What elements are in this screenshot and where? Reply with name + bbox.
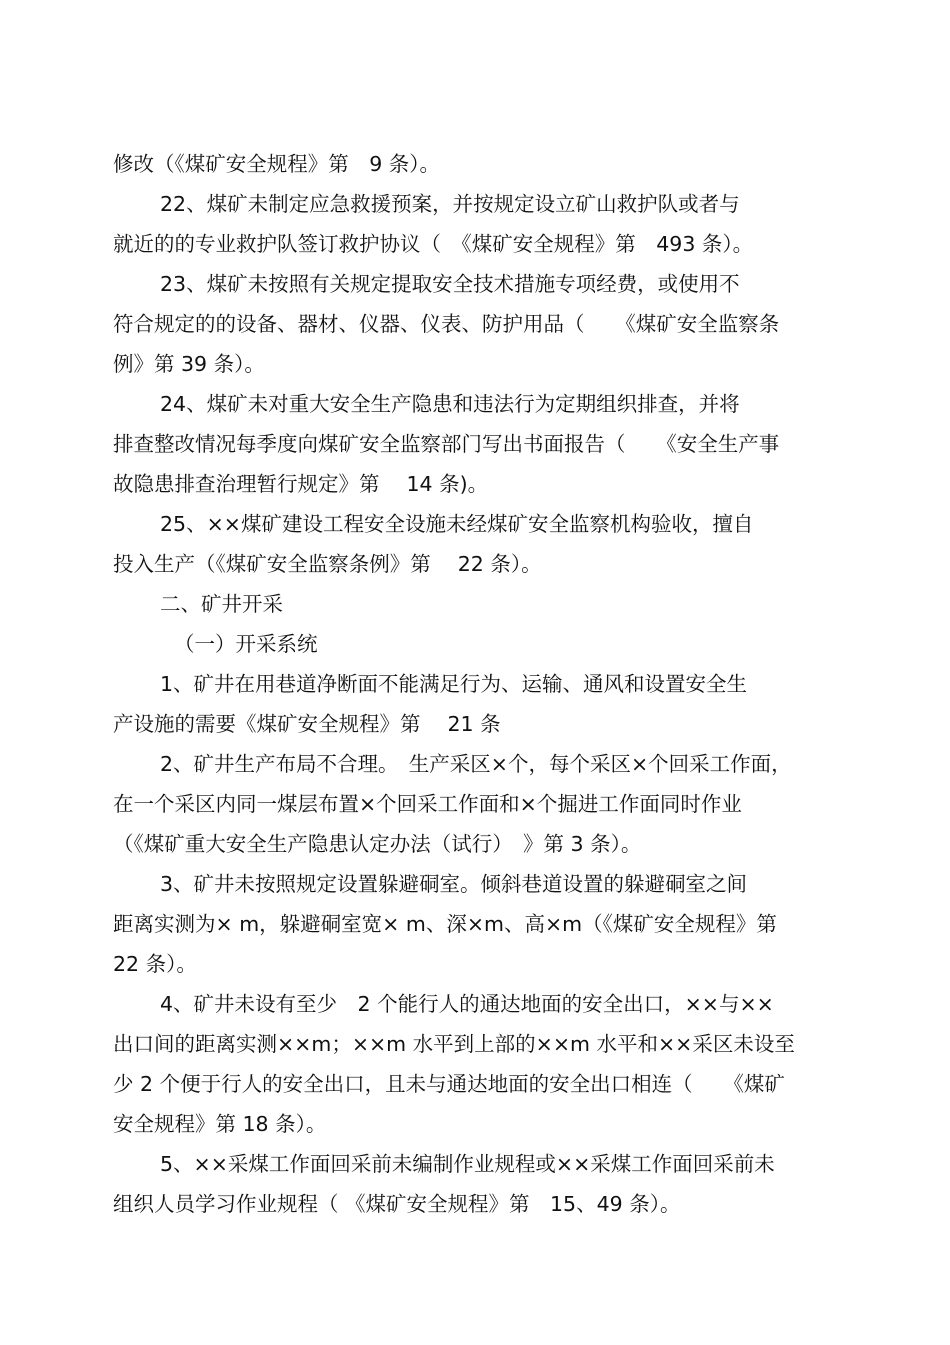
item-5-line-1: 5、××采煤工作面回采前未编制作业规程或××采煤工作面回采前未 <box>160 1152 775 1176</box>
item-22-line-2: 就近的的专业救护队签订救护协议（ 《煤矿安全规程》第 493 条）。 <box>113 232 754 256</box>
text-line: 修改（《煤矿安全规程》第 9 条）。 <box>113 152 441 176</box>
item-3-line-3: 22 条）。 <box>113 952 197 976</box>
item-3-line-1: 3、矿井未按照规定设置躲避硐室。倾斜巷道设置的躲避硐室之间 <box>160 872 748 896</box>
item-22-line-1: 22、煤矿未制定应急救援预案，并按规定设立矿山救护队或者与 <box>160 192 740 216</box>
item-2-line-2: 在一个采区内同一煤层布置×个回采工作面和×个掘进工作面同时作业 <box>113 792 742 816</box>
item-23-line-2: 符合规定的的设备、器材、仪器、仪表、防护用品（ 《煤矿安全监察条 <box>113 312 780 336</box>
item-25-line-1: 25、××煤矿建设工程安全设施未经煤矿安全监察机构验收，擅自 <box>160 512 754 536</box>
item-23-line-3: 例》第 39 条）。 <box>113 352 265 376</box>
item-1-line-2: 产设施的需要《煤矿安全规程》第 21 条 <box>113 712 501 736</box>
subsection-heading: （一）开采系统 <box>174 632 318 656</box>
item-2-line-3: （《煤矿重大安全生产隐患认定办法（试行） 》第 3 条）。 <box>113 832 642 856</box>
item-24-line-2: 排查整改情况每季度向煤矿安全监察部门写出书面报告（ 《安全生产事 <box>113 432 780 456</box>
item-2-line-1: 2、矿井生产布局不合理。 生产采区×个，每个采区×个回采工作面， <box>160 752 792 776</box>
item-4-line-3: 少 2 个便于行人的安全出口，且未与通达地面的安全出口相连（ 《煤矿 <box>113 1072 785 1096</box>
item-25-line-2: 投入生产（《煤矿安全监察条例》第 22 条）。 <box>113 552 542 576</box>
item-4-line-1: 4、矿井未设有至少 2 个能行人的通达地面的安全出口，××与×× <box>160 992 774 1016</box>
item-4-line-2: 出口间的距离实测××m；××m 水平到上部的××m 水平和××采区未设至 <box>113 1032 795 1056</box>
item-4-line-4: 安全规程》第 18 条）。 <box>113 1112 327 1136</box>
item-1-line-1: 1、矿井在用巷道净断面不能满足行为、运输、通风和设置安全生 <box>160 672 748 696</box>
item-3-line-2: 距离实测为× m，躲避硐室宽× m、深×m、高×m（《煤矿安全规程》第 <box>113 912 777 936</box>
item-23-line-1: 23、煤矿未按照有关规定提取安全技术措施专项经费，或使用不 <box>160 272 740 296</box>
section-heading: 二、矿井开采 <box>160 592 283 616</box>
item-24-line-3: 故隐患排查治理暂行规定》第 14 条)。 <box>113 472 489 496</box>
item-24-line-1: 24、煤矿未对重大安全生产隐患和违法行为定期组织排查，并将 <box>160 392 740 416</box>
item-5-line-2: 组织人员学习作业规程（ 《煤矿安全规程》第 15、49 条）。 <box>113 1192 681 1216</box>
